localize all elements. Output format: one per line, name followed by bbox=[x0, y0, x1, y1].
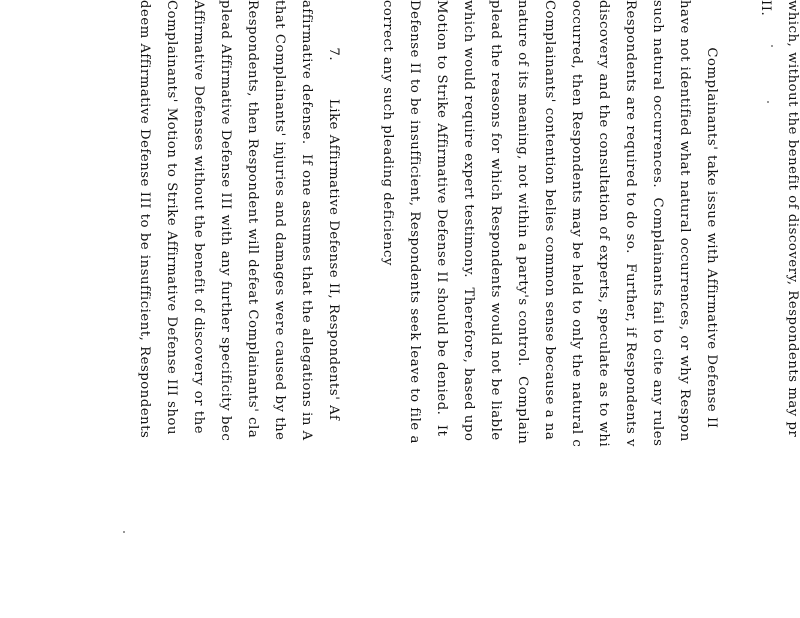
text-line: occurred, then Respondents may be held to only the natural c bbox=[569, 0, 584, 448]
text-line: Motion to Strike Affirmative Defense II should be denied. It bbox=[434, 0, 449, 437]
scan-speck bbox=[771, 45, 773, 47]
text-line: plead Affirmative Defense III with any further specificity bec bbox=[218, 0, 233, 442]
text-line: Respondents are required to do so. Further, if Respondents v bbox=[623, 0, 638, 448]
text-line: which would require expert testimony. Therefore, based upo bbox=[461, 0, 476, 442]
text-line: Respondents, then Respondent will defeat Complainants' cla bbox=[245, 0, 260, 439]
text-line: Defense II to be insufficient, Respondents seek leave to file a bbox=[407, 0, 422, 444]
scan-speck bbox=[123, 531, 125, 533]
text-line: that Complainants' injuries and damages were caused by the bbox=[272, 0, 287, 441]
text-line: Complainants' take issue with Affirmative Defense II bbox=[704, 0, 719, 429]
text-line: II. bbox=[758, 0, 773, 17]
text-line: correct any such pleading deficiency bbox=[380, 0, 395, 266]
text-line: such natural occurrences. Complainants fail to cite any rules bbox=[650, 0, 665, 447]
text-line: Complainants' contention belies common sense because a na bbox=[542, 0, 557, 441]
text-line: 7. Like Affirmative Defense II, Respondents' Af bbox=[326, 0, 341, 421]
text-line: nature of its meaning, not within a party's control. Complain bbox=[515, 0, 530, 445]
text-line: deem Affirmative Defense III to be insufficient, Respondents bbox=[137, 0, 152, 439]
text-line: Affirmative Defenses without the benefit of discovery or the bbox=[191, 0, 206, 435]
text-line: discovery and the consultation of experts, speculate as to whi bbox=[596, 0, 611, 448]
text-line: affirmative defense. If one assumes that the allegations in A bbox=[299, 0, 314, 441]
text-line: plead the reasons for which Respondents would not be liable bbox=[488, 0, 503, 441]
scan-speck bbox=[767, 101, 769, 103]
text-line: have not identified what natural occurrences, or why Respon bbox=[677, 0, 692, 442]
rotated-text-block bbox=[90, 0, 800, 618]
text-line: which, without the benefit of discovery, Respondents may pr bbox=[785, 0, 800, 438]
text-line: Complainants' Motion to Strike Affirmative Defense III shou bbox=[164, 0, 179, 436]
